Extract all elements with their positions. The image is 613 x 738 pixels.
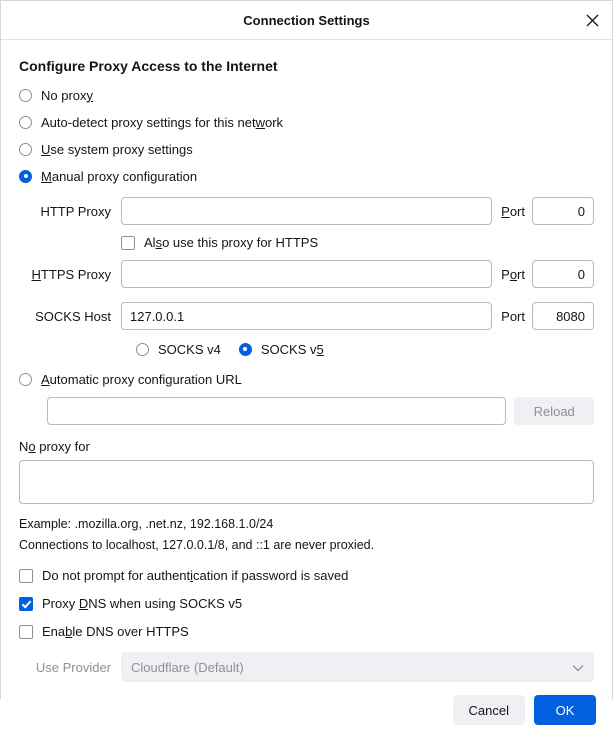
radio-label: Use system proxy settings xyxy=(41,141,193,157)
checkbox-label: Do not prompt for authentication if password is saved xyxy=(42,568,349,583)
radio-label: Automatic proxy configuration URL xyxy=(41,371,242,387)
radio-automatic-pac-url[interactable] xyxy=(19,370,594,388)
pac-url-input[interactable] xyxy=(47,397,506,425)
pac-url-row xyxy=(47,397,594,425)
radio-indicator xyxy=(19,373,32,386)
checkbox-enable-doh[interactable] xyxy=(19,624,594,639)
provider-value: Cloudflare (Default) xyxy=(131,659,244,675)
radio-indicator xyxy=(239,343,252,356)
socks-host-label: SOCKS Host xyxy=(35,308,111,324)
provider-row xyxy=(19,652,594,682)
checkbox-indicator xyxy=(19,625,33,639)
provider-select[interactable] xyxy=(121,652,594,682)
checkbox-indicator xyxy=(19,597,33,611)
http-port-input[interactable] xyxy=(532,197,594,225)
dialog-titlebar xyxy=(1,1,612,40)
socks-version-group xyxy=(136,340,594,358)
https-proxy-row xyxy=(19,260,594,288)
http-proxy-label: HTTP Proxy xyxy=(40,203,111,219)
radio-label: SOCKS v5 xyxy=(260,341,324,357)
radio-socks-v5[interactable] xyxy=(239,340,324,358)
dialog-footer xyxy=(1,682,612,738)
radio-label: No proxy xyxy=(41,87,94,103)
checkbox-label: Also use this proxy for HTTPS xyxy=(144,235,319,250)
provider-label: Use Provider xyxy=(35,659,111,675)
chevron-down-icon xyxy=(572,660,584,675)
https-port-label: Port xyxy=(501,266,525,282)
no-proxy-label: No proxy for xyxy=(19,439,90,454)
radio-manual-proxy[interactable] xyxy=(19,167,594,185)
checkbox-indicator xyxy=(19,569,33,583)
reload-button[interactable]: Reload xyxy=(514,397,594,425)
options-group xyxy=(19,568,594,639)
checkbox-indicator xyxy=(121,236,135,250)
radio-socks-v4[interactable] xyxy=(136,340,221,358)
cancel-button[interactable]: Cancel xyxy=(453,695,525,725)
http-port-label: Port xyxy=(501,203,525,219)
section-heading: Configure Proxy Access to the Internet xyxy=(19,58,278,74)
checkbox-label: Proxy DNS when using SOCKS v5 xyxy=(42,596,243,611)
radio-label: SOCKS v4 xyxy=(158,341,221,357)
also-use-https-checkbox[interactable] xyxy=(121,235,594,250)
checkbox-no-prompt-auth[interactable] xyxy=(19,568,594,583)
http-proxy-row xyxy=(19,197,594,225)
socks-port-label: Port xyxy=(501,308,525,324)
radio-indicator xyxy=(19,143,32,156)
localhost-hint: Connections to localhost, 127.0.0.1/8, and ::1 are never proxied. xyxy=(19,538,375,552)
radio-indicator xyxy=(19,116,32,129)
radio-indicator xyxy=(136,343,149,356)
close-icon xyxy=(586,14,599,27)
checkbox-proxy-dns-socks5[interactable] xyxy=(19,596,594,611)
socks-port-input[interactable] xyxy=(532,302,594,330)
radio-indicator xyxy=(19,89,32,102)
http-proxy-input[interactable] xyxy=(121,197,492,225)
no-proxy-textarea[interactable] xyxy=(19,460,594,504)
radio-label: Auto-detect proxy settings for this network xyxy=(41,114,284,130)
https-proxy-input[interactable] xyxy=(121,260,492,288)
https-port-input[interactable] xyxy=(532,260,594,288)
socks-host-input[interactable] xyxy=(121,302,492,330)
radio-auto-detect-proxy[interactable] xyxy=(19,113,594,131)
https-proxy-label: HTTPS Proxy xyxy=(31,266,111,282)
checkbox-label: Enable DNS over HTTPS xyxy=(42,624,189,639)
radio-indicator xyxy=(19,170,32,183)
socks-host-row xyxy=(19,302,594,330)
radio-system-proxy[interactable] xyxy=(19,140,594,158)
dialog-content xyxy=(1,40,612,682)
radio-no-proxy[interactable] xyxy=(19,86,594,104)
example-hint: Example: .mozilla.org, .net.nz, 192.168.1.0/24 xyxy=(19,517,274,531)
close-button[interactable] xyxy=(580,8,604,32)
dialog-title: Connection Settings xyxy=(243,12,370,28)
ok-button[interactable]: OK xyxy=(534,695,596,725)
radio-label: Manual proxy configuration xyxy=(41,168,198,184)
